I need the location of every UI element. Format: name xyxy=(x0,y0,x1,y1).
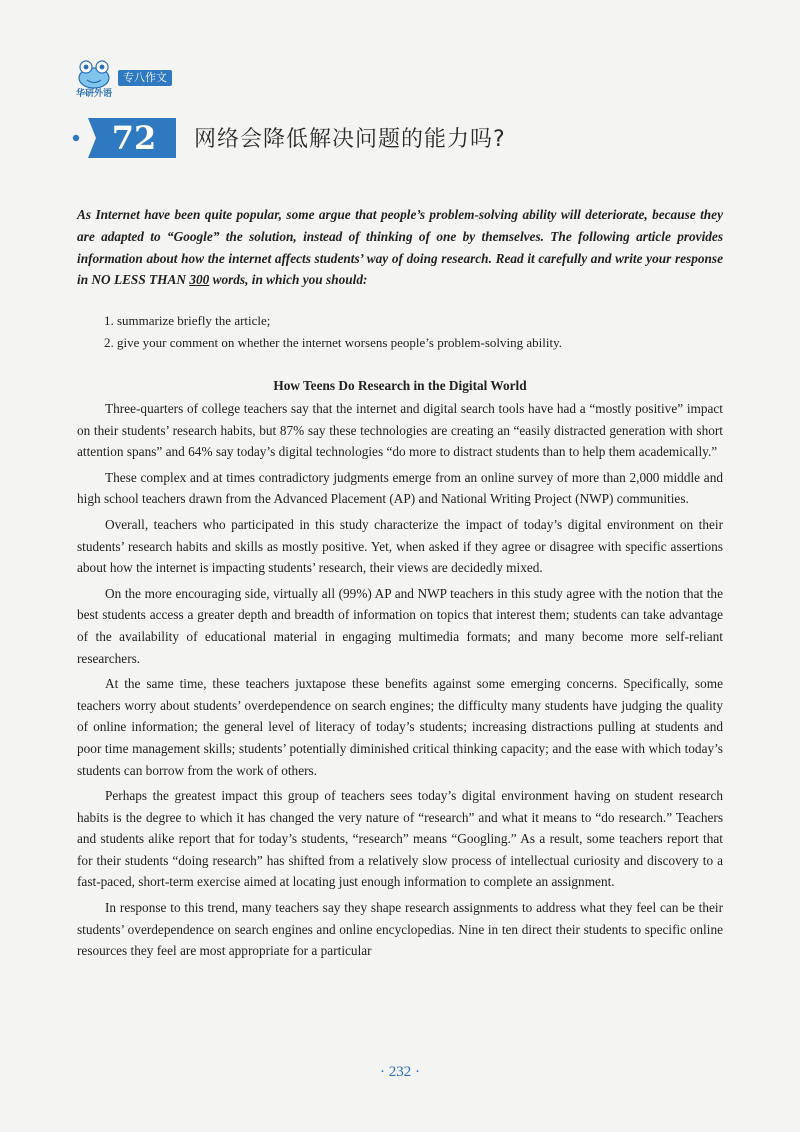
unit-number: 72 xyxy=(111,119,157,157)
prompt-part-2: words, in which you should: xyxy=(209,272,368,288)
article xyxy=(77,376,723,966)
article-paragraph: Overall, teachers who participated in this study characterize the impact of today’s digital environment on their students’ research habits and skills as mostly positive. Yet, when asked if they agree or disagree with specific assertions about how the internet is impacting students’ research, their views are decidedly mixed. xyxy=(77,516,723,576)
unit-title-bar xyxy=(70,118,730,158)
unit-title: 网络会降低解决问题的能力吗? xyxy=(194,127,506,152)
requirement-item: 1. summarize briefly the article; xyxy=(104,313,271,328)
logo-text: 华研外语 xyxy=(75,89,112,99)
prompt-part-1: As Internet have been quite popular, some argue that people’s problem-solving ability will deteriorate, because they are adapted to “Google” the solution, instead of thinking of one by themselves. The following article provides information about how the internet affects students’ way of doing research. Read it carefully and write your response in NO LESS THAN xyxy=(77,207,723,288)
series-badge: 专八作文 xyxy=(118,70,172,86)
essay-prompt xyxy=(77,204,723,291)
article-paragraph: In response to this trend, many teachers say they shape research assignments to address what they feel can be their students’ overdependence on search engines and online encyclopedias. Nine in ten direct their students to specific online resources they feel are most appropriate for a particular xyxy=(77,900,723,959)
unit-number-badge xyxy=(70,118,176,158)
publisher-logo xyxy=(70,56,118,99)
requirement-list xyxy=(104,310,724,354)
article-paragraph: These complex and at times contradictory judgments emerge from an online survey of more than 2,000 middle and high school teachers drawn from the Advanced Placement (AP) and National Writing Project (NWP) communities. xyxy=(77,469,723,507)
article-paragraph: Three-quarters of college teachers say that the internet and digital search tools have had a “mostly positive” impact on their students’ research habits, but 87% say these technologies are creating an “easily distracted generation with short attention spans” and 64% say today’s digital technologies “do more to distract students than to help them academically.” xyxy=(77,401,723,460)
requirement-item: 2. give your comment on whether the internet worsens people’s problem-solving ability. xyxy=(104,335,563,350)
article-paragraph: At the same time, these teachers juxtapose these benefits against some emerging concerns. Specifically, some teachers worry about students’ overdependence on search engines; the difficulty many students have judging the quality of online information; the general level of literacy of today’s students; increasing distractions pulling at students and poor time management skills; students’ potentially diminished critical thinking capacity; and the ease with which today’s students can borrow from the work of others. xyxy=(77,676,723,778)
page-number: · 232 · xyxy=(380,1064,420,1080)
article-paragraph: On the more encouraging side, virtually all (99%) AP and NWP teachers in this study agree with the notion that the best students access a greater depth and breadth of information on topics that interest them; students can take advantage of the availability of educational material in engaging multimedia formats; and many become more self-reliant researchers. xyxy=(77,585,723,666)
frog-mascot-icon xyxy=(70,56,118,90)
prompt-text xyxy=(77,204,723,291)
prompt-word-count: 300 xyxy=(189,272,210,288)
article-paragraph: Perhaps the greatest impact this group of teachers sees today’s digital environment having on student research habits is the degree to which it has changed the very nature of “research” and what it means to “do research.” Teachers and students alike report that for today’s students, “research” means “Googling.” As a result, some teachers report that for their students “doing research” has shifted from a relatively slow process of intellectual curiosity and discovery to a fast-paced, short-term exercise aimed at locating just enough information to complete an assignment. xyxy=(77,788,723,890)
article-title: How Teens Do Research in the Digital World xyxy=(273,378,527,393)
